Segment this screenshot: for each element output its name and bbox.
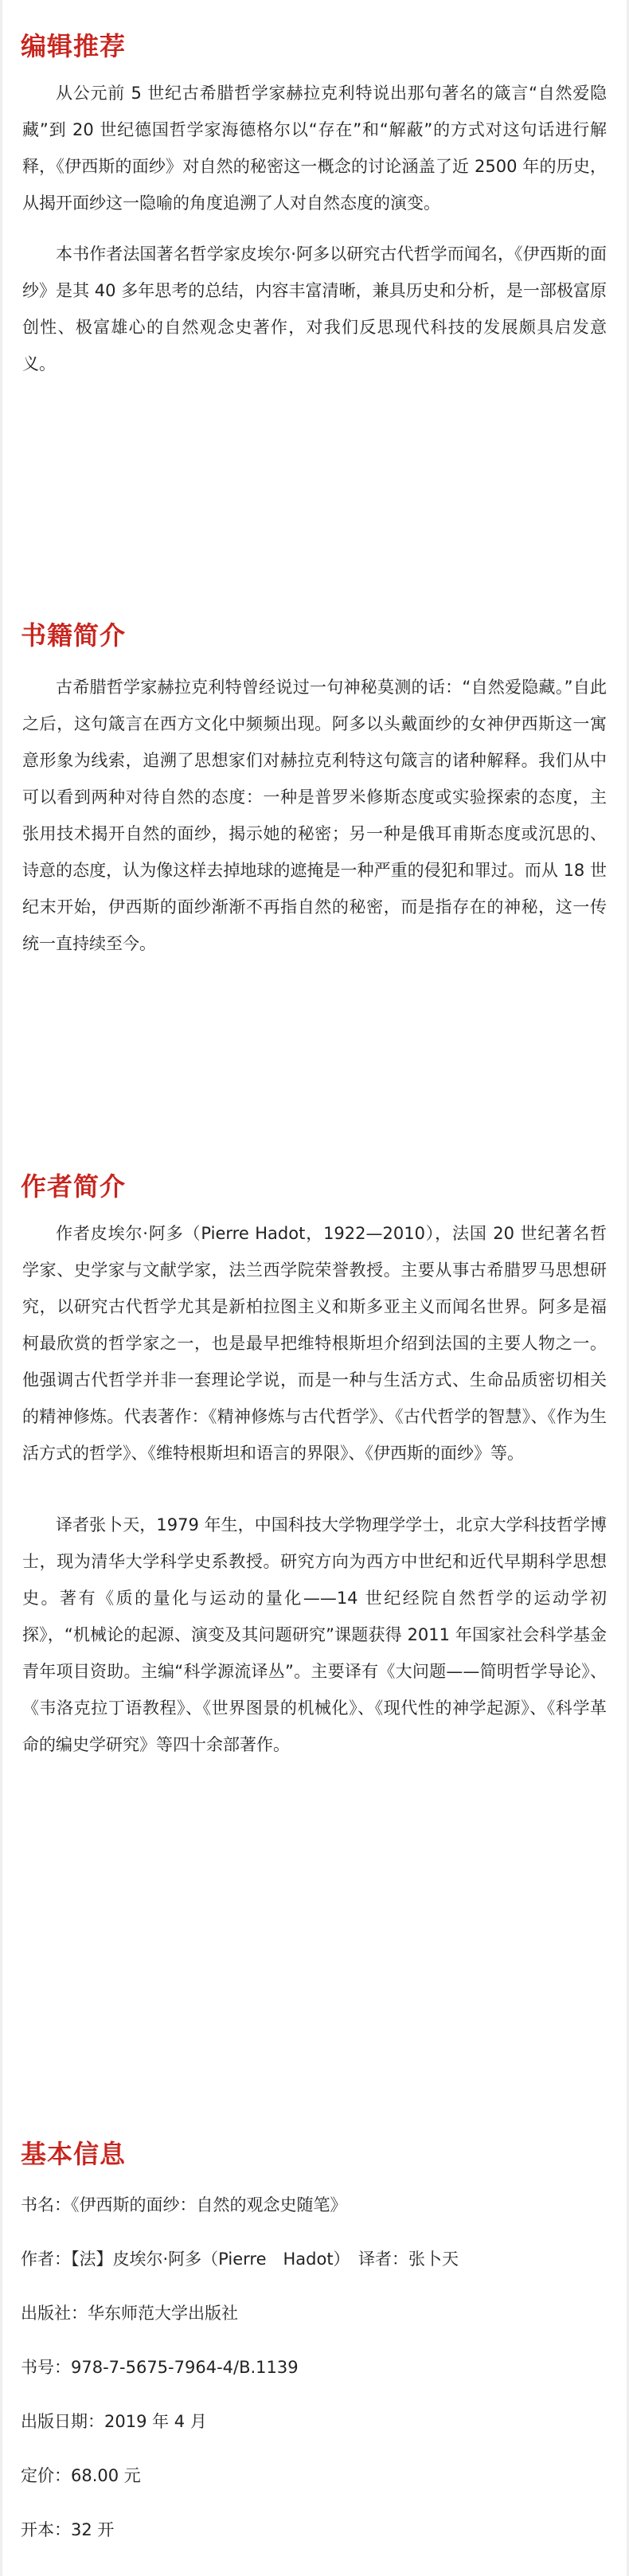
book-intro-heading: 书籍简介 <box>21 620 127 651</box>
basic-info-section <box>0 2136 629 2565</box>
author-intro-paragraph-1: 作者皮埃尔·阿多（Pierre Hadot，1922—2010），法国 20 世纪著名哲学家、史学家与文献学家，法兰西学院荣誉教授。主要从事古希腊罗马思想研究，以研究古代哲学尤其是新柏拉图主义和斯多亚主义而闻名世界。阿多是福柯最欣赏的哲学家之一，也是最早把维特根斯坦介绍到法国的主要人物之一。他强调古代哲学并非一套理论学说，而是一种与生活方式、生命品质密切相关的精神修炼。代表著作：《精神修炼与古代哲学》、《古代哲学的智慧》、《作为生活方式的哲学》、《维特根斯坦和语言的界限》、《伊西斯的面纱》等。 <box>22 1224 607 1463</box>
info-price: 定价：68.00 元 <box>21 2466 141 2485</box>
author-intro-section <box>0 1169 629 1763</box>
basic-info-heading: 基本信息 <box>21 2139 127 2169</box>
info-publish-date: 出版日期：2019 年 4 月 <box>21 2412 207 2431</box>
info-isbn: 书号：978-7-5675-7964-4/B.1139 <box>21 2358 299 2377</box>
info-publisher: 出版社：华东师范大学出版社 <box>21 2304 238 2323</box>
editor-recommendation-paragraph-2: 本书作者法国著名哲学家皮埃尔·阿多以研究古代哲学而闻名，《伊西斯的面纱》是其 40 多年思考的总结，内容丰富清晰，兼具历史和分析，是一部极富原创性、极富雄心的自然观念史著作，对我们反思现代科技的发展颇具启发意义。 <box>22 244 607 373</box>
info-title: 书名：《伊西斯的面纱：自然的观念史随笔》 <box>21 2195 347 2214</box>
info-author: 作者：【法】皮埃尔·阿多（Pierre Hadot） 译者：张卜天 <box>21 2250 459 2269</box>
author-intro-heading: 作者简介 <box>21 1171 127 1202</box>
editor-recommendation-heading: 编辑推荐 <box>21 31 127 61</box>
translator-intro-paragraph: 译者张卜天，1979 年生，中国科技大学物理学学士，北京大学科技哲学博士，现为清华大学科学史系教授。研究方向为西方中世纪和近代早期科学思想史。著有《质的量化与运动的量化——14 世纪经院自然哲学的运动学初探》，“机械论的起源、演变及其问题研究”课题获得 2011 年国家社会科学基金青年项目资助。主编“科学源流译丛”。主要译有《大问题——简明哲学导论》、《韦洛克拉丁语教程》、《世界图景的机械化》、《现代性的神学起源》、《科学革命的编史学研究》等四十余部著作。 <box>22 1515 607 1754</box>
basic-info-list <box>0 2186 629 2565</box>
editor-recommendation-paragraph-1: 从公元前 5 世纪古希腊哲学家赫拉克利特说出那句著名的箴言“自然爱隐藏”到 20 世纪德国哲学家海德格尔以“存在”和“解蔽”的方式对这句话进行解释，《伊西斯的面纱》对自然的秘密这一概念的讨论涵盖了近 2500 年的历史，从揭开面纱这一隐喻的角度追溯了人对自然态度的演变。 <box>22 84 607 213</box>
book-intro-paragraph-1: 古希腊哲学家赫拉克利特曾经说过一句神秘莫测的话：“自然爱隐藏。”自此之后，这句箴言在西方文化中频频出现。阿多以头戴面纱的女神伊西斯这一寓意形象为线索，追溯了思想家们对赫拉克利特这句箴言的诸种解释。我们从中可以看到两种对待自然的态度：一种是普罗米修斯态度或实验探索的态度，主张用技术揭开自然的面纱，揭示她的秘密；另一种是俄耳甫斯态度或沉思的、诗意的态度，认为像这样去掉地球的遮掩是一种严重的侵犯和罪过。而从 18 世纪末开始，伊西斯的面纱渐渐不再指自然的秘密，而是指存在的神秘，这一传统一直持续至今。 <box>22 678 607 953</box>
book-intro-section <box>0 618 629 962</box>
info-format: 开本：32 开 <box>21 2520 115 2539</box>
editor-recommendation-section <box>0 29 629 382</box>
